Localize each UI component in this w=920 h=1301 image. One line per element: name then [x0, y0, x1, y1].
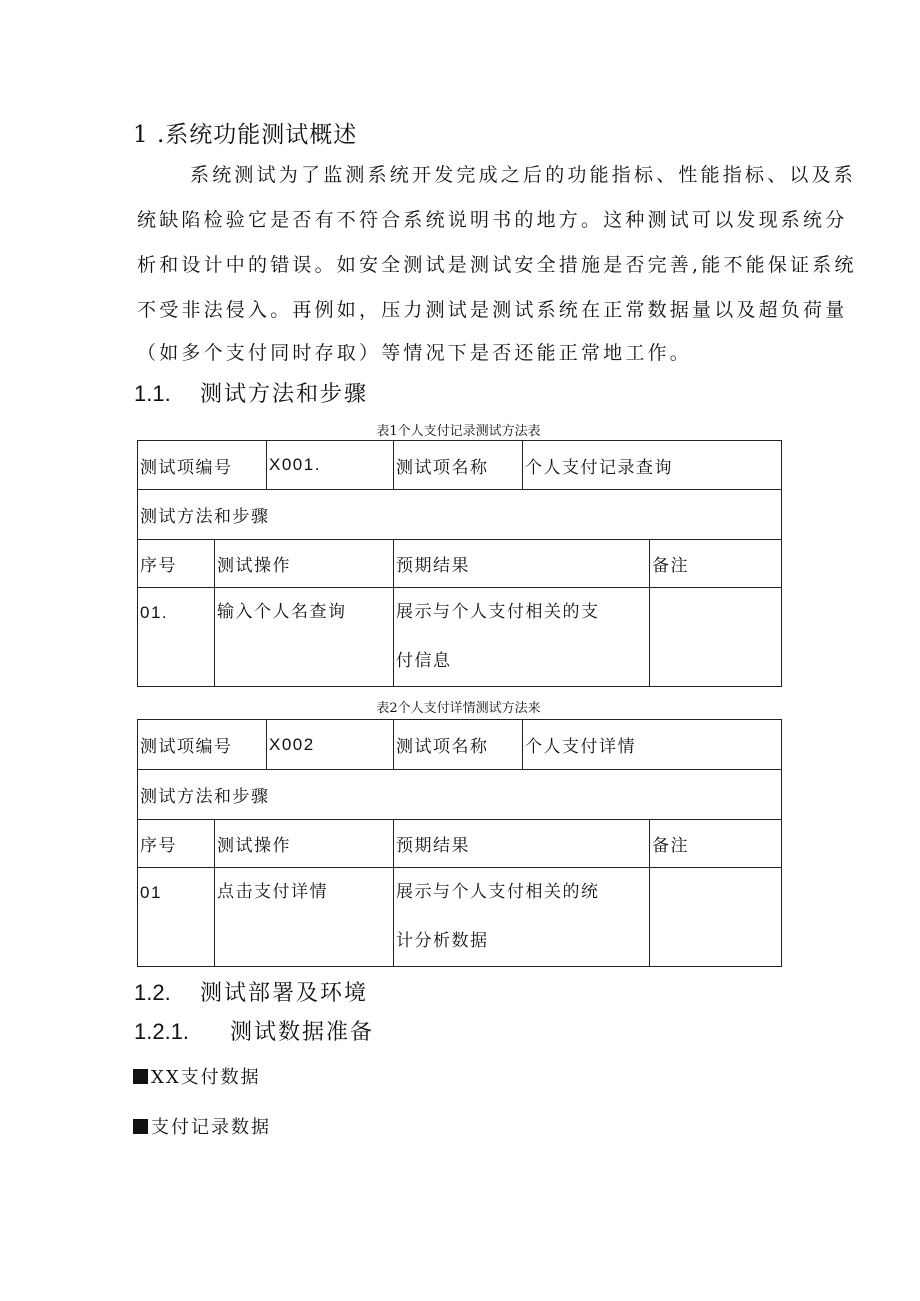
intro-line-2: 统缺陷检验它是否有不符合系统说明书的地方。这种测试可以发现系统分: [137, 209, 848, 231]
intro-line-3: 析和设计中的错误。如安全测试是测试安全措施是否完善,能不能保证系统: [137, 254, 857, 276]
row-op: 点击支付详情: [215, 868, 394, 967]
name-label: 测试项名称: [394, 720, 523, 770]
id-label: 测试项编号: [138, 441, 267, 490]
col-seq: 序号: [138, 820, 215, 868]
row-seq: 01.: [138, 588, 215, 687]
row-note: [650, 868, 782, 967]
test-table-2: [137, 719, 782, 967]
col-seq: 序号: [138, 540, 215, 588]
section-title: 测试方法和步骤: [200, 382, 369, 407]
col-expect: 预期结果: [394, 820, 650, 868]
section-title: 测试数据准备: [230, 1020, 375, 1045]
square-bullet-icon: [133, 1069, 148, 1084]
intro-line-4: 不受非法侵入。再例如，压力测试是测试系统在正常数据量以及超负荷量: [137, 299, 848, 321]
section-title: 测试部署及环境: [200, 981, 369, 1006]
method-label: 测试方法和步骤: [138, 770, 782, 820]
method-label: 测试方法和步骤: [138, 490, 782, 540]
row-note: [650, 588, 782, 687]
table2-caption: 表2个人支付详情测试方法来: [376, 701, 541, 716]
col-op: 测试操作: [215, 820, 394, 868]
bullet-item: [133, 1113, 271, 1139]
square-bullet-icon: [133, 1119, 148, 1134]
section-number: 1.2.1.: [134, 1019, 190, 1044]
heading-deploy-env: [134, 976, 368, 1007]
row-expect-line-1: 展示与个人支付相关的支: [396, 602, 600, 622]
row-seq: 01: [138, 868, 215, 967]
id-value: X001.: [267, 441, 394, 490]
name-value: 个人支付详情: [523, 720, 782, 770]
intro-line-1: 系统测试为了监测系统开发完成之后的功能指标、性能指标、以及系: [190, 164, 857, 186]
name-label: 测试项名称: [394, 441, 523, 490]
row-op: 输入个人名查询: [215, 588, 394, 687]
row-expect: [394, 868, 650, 967]
row-expect: [394, 588, 650, 687]
row-expect-line-1: 展示与个人支付相关的统: [396, 882, 600, 902]
heading-test-data-prep: [134, 1015, 374, 1046]
section-number: 1.2.: [134, 980, 171, 1005]
id-label: 测试项编号: [138, 720, 267, 770]
row-expect-line-2: 付信息: [396, 651, 452, 671]
bullet-text: 支付记录数据: [151, 1117, 271, 1138]
id-value: X002: [267, 720, 394, 770]
col-note: 备注: [650, 540, 782, 588]
col-expect: 预期结果: [394, 540, 650, 588]
section-number: 1.1.: [134, 381, 171, 406]
col-op: 测试操作: [215, 540, 394, 588]
bullet-item: [133, 1063, 261, 1089]
test-table-1: [137, 440, 782, 687]
heading-test-method: [134, 377, 368, 408]
bullet-text: XX支付数据: [151, 1067, 261, 1088]
row-expect-line-2: 计分析数据: [396, 931, 489, 951]
intro-line-5: （如多个支付同时存取）等情况下是否还能正常地工作。: [137, 342, 693, 364]
heading-system-function-test: 1 .系统功能测试概述: [133, 122, 358, 148]
name-value: 个人支付记录查询: [523, 441, 782, 490]
col-note: 备注: [650, 820, 782, 868]
table1-caption: 表1个人支付记录测试方法表: [376, 424, 541, 439]
